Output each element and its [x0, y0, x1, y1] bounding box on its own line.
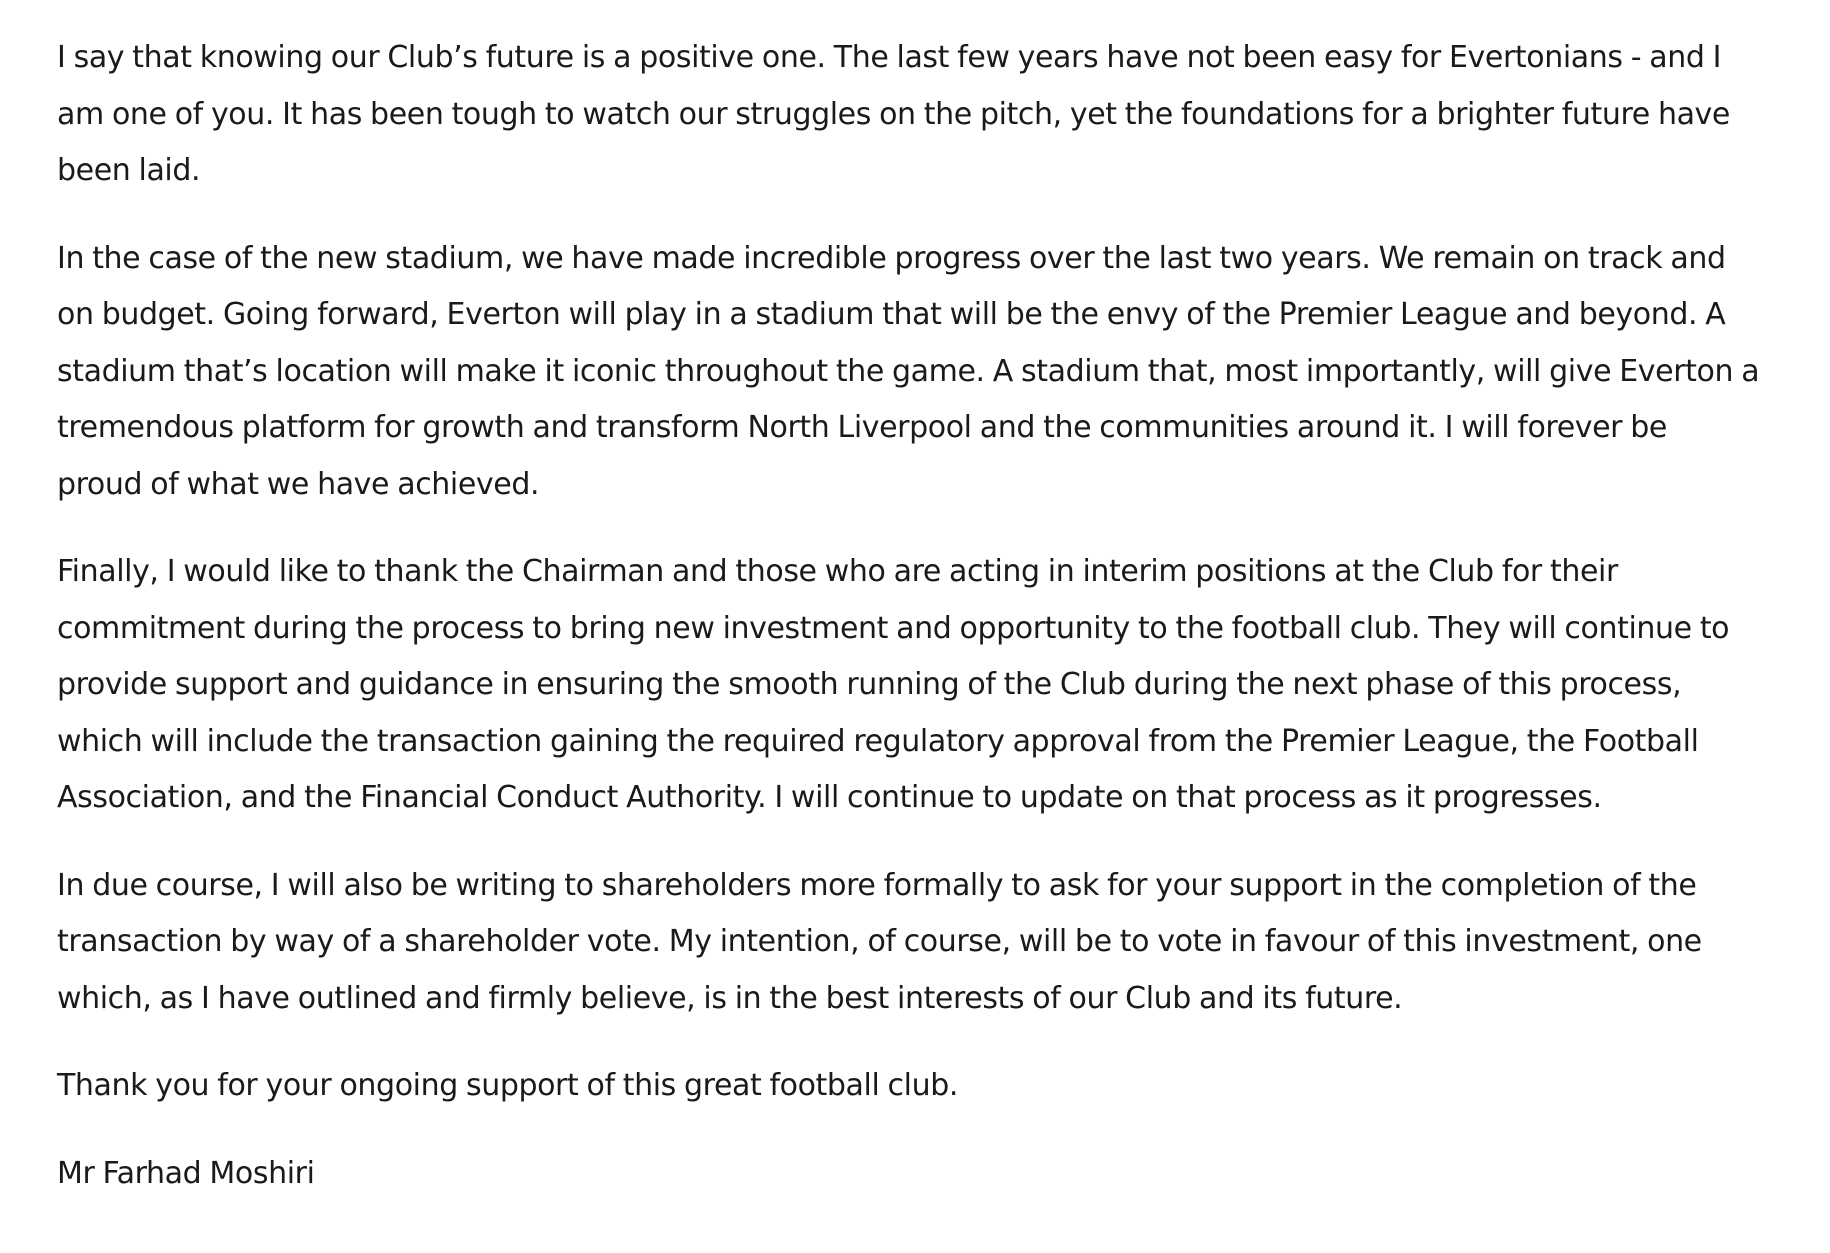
letter-body	[57, 30, 1782, 1233]
text-line: Thank you for your ongoing support of this great football club.	[57, 1068, 958, 1103]
text-line: I say that knowing our Club’s future is a positive one. The last few years have not been easy for Evertonians - and I	[57, 40, 1722, 75]
paragraph-closing-thanks	[57, 1058, 1782, 1115]
text-line: In the case of the new stadium, we have made incredible progress over the last two years. We remain on track and	[57, 240, 1726, 276]
text-line: been laid.	[57, 153, 201, 188]
text-line: transaction by way of a shareholder vote. My intention, of course, will be to vote in favour of this investment, one	[57, 924, 1702, 959]
paragraph-thanks-chairman	[57, 544, 1782, 827]
signature	[57, 1146, 1782, 1203]
text-line: which, as I have outlined and firmly believe, is in the best interests of our Club and its future.	[57, 980, 1403, 1016]
text-line: tremendous platform for growth and transform North Liverpool and the communities around it. I will forever be	[57, 410, 1667, 445]
text-line: proud of what we have achieved.	[57, 466, 540, 502]
text-line: Association, and the Financial Conduct Authority. I will continue to update on that process as it progresses.	[57, 780, 1602, 815]
signature-name: Mr Farhad Moshiri	[57, 1155, 315, 1191]
text-line: Finally, I would like to thank the Chairman and those who are acting in interim positions at the Club for their	[57, 554, 1618, 589]
text-line: am one of you. It has been tough to watch our struggles on the pitch, yet the foundations for a brighter future have	[57, 96, 1730, 132]
paragraph-future	[57, 30, 1782, 200]
text-line: stadium that’s location will make it iconic throughout the game. A stadium that, most importantly, will give Everton a	[57, 353, 1760, 389]
text-line: on budget. Going forward, Everton will play in a stadium that will be the envy of the Premier League and beyond. A	[57, 297, 1726, 332]
text-line: In due course, I will also be writing to shareholders more formally to ask for your support in the completion of the	[57, 867, 1697, 903]
text-line: which will include the transaction gaining the required regulatory approval from the Premier League, the Football	[57, 723, 1699, 759]
text-line: commitment during the process to bring new investment and opportunity to the football club. They will continue to	[57, 610, 1730, 646]
paragraph-stadium	[57, 231, 1782, 514]
text-line: provide support and guidance in ensuring the smooth running of the Club during the next phase of this process,	[57, 667, 1682, 702]
paragraph-shareholder-vote	[57, 858, 1782, 1028]
